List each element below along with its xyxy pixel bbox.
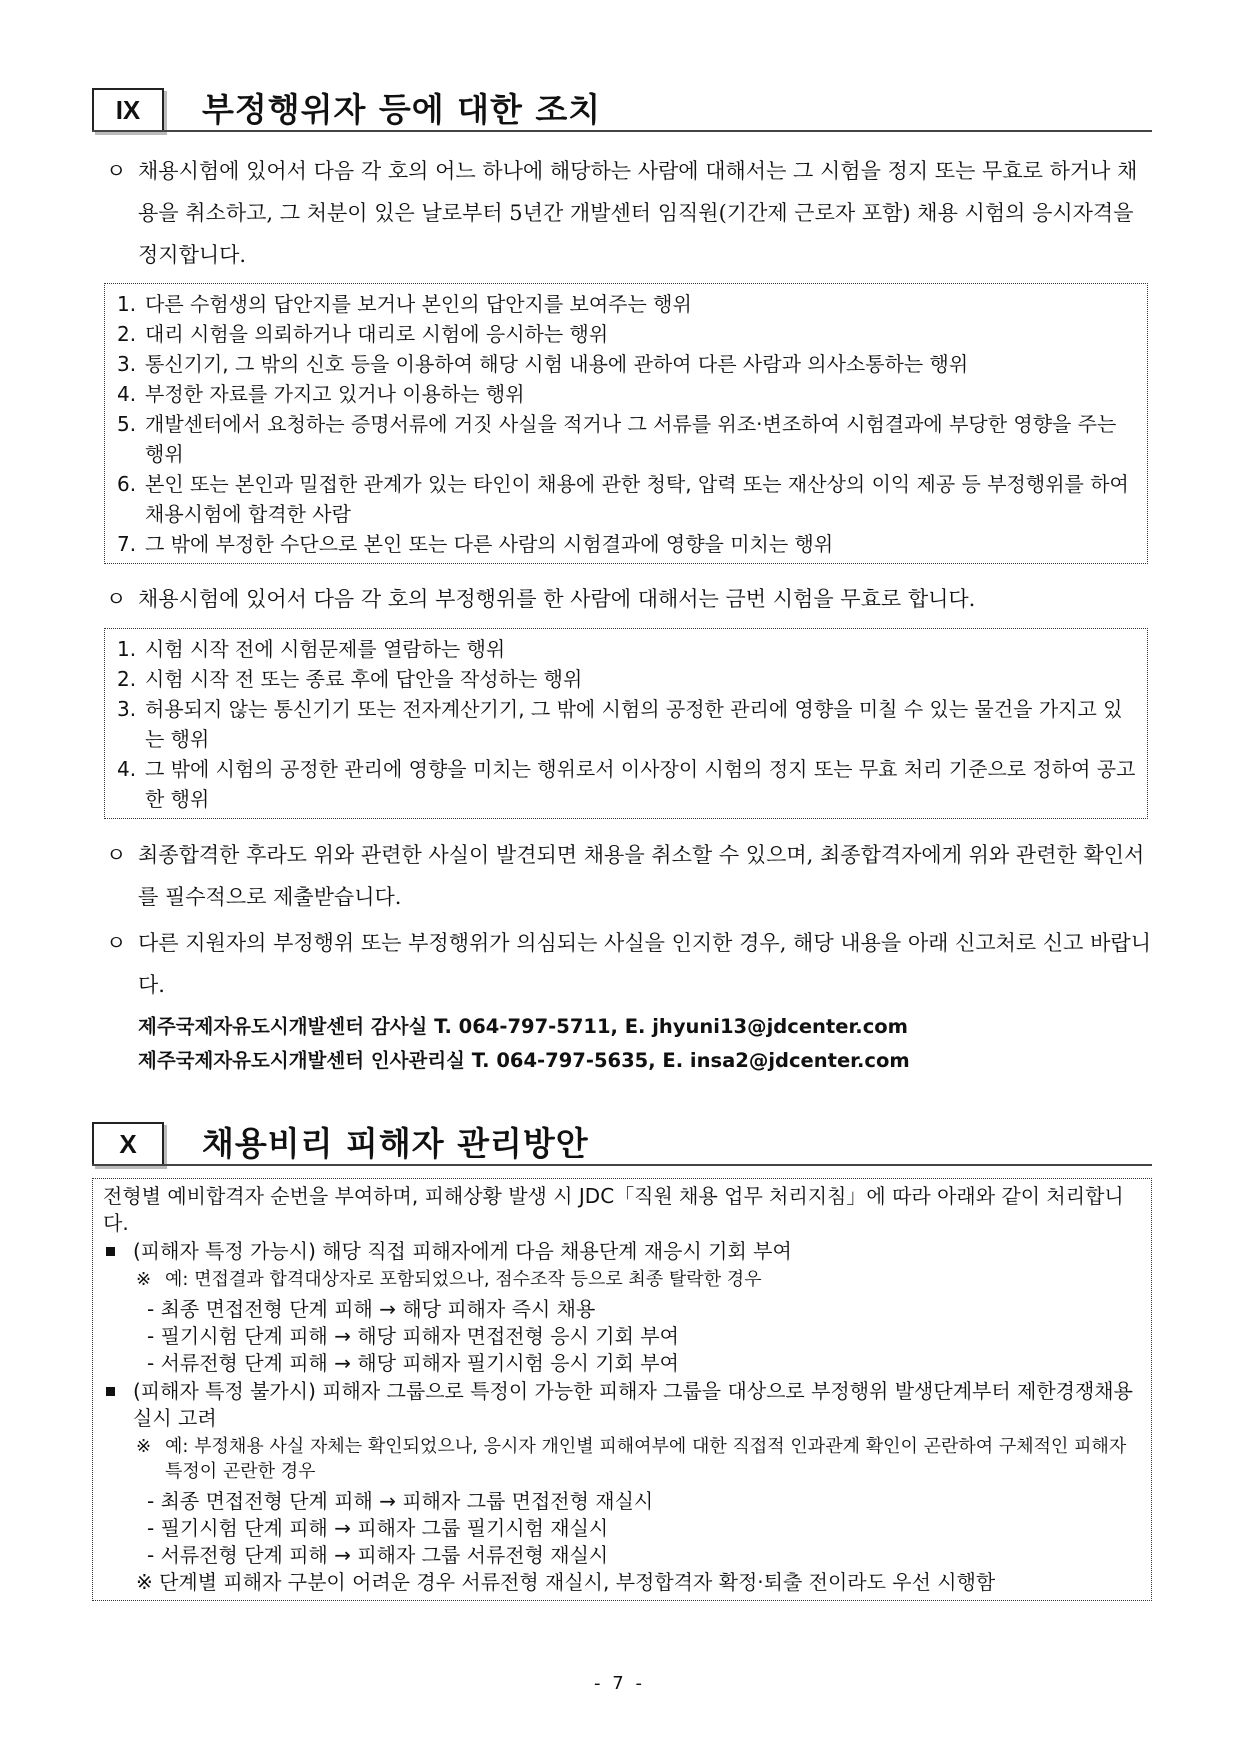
paragraph-2 [106, 578, 1152, 620]
list-item: 1. 시험 시작 전에 시험문제를 열람하는 행위 [117, 637, 506, 661]
list-item: 4. 부정한 자료를 가지고 있거나 이용하는 행위 [117, 382, 525, 406]
section-x-header [92, 1120, 1152, 1166]
section-ix-header [92, 86, 1152, 132]
list-item: 3. 통신기기, 그 밖의 신호 등을 이용하여 해당 시험 내용에 관하여 다른 사람과 의사소통하는 행위 [117, 352, 969, 376]
section-number-badge: X [92, 1122, 164, 1166]
section-divider [92, 130, 1152, 132]
square-bullet-icon [106, 1387, 115, 1396]
list-item: - 최종 면접전형 단계 피해 → 해당 피해자 즉시 채용 [147, 1297, 596, 1321]
bullet-icon: ㅇ [106, 587, 127, 611]
list-item: 2. 대리 시험을 의뢰하거나 대리로 시험에 응시하는 행위 [117, 322, 609, 346]
list-item: - 서류전형 단계 피해 → 피해자 그룹 서류전형 재실시 [147, 1543, 609, 1567]
paragraph-3 [106, 834, 1152, 918]
contact-hr-office: 제주국제자유도시개발센터 인사관리실 T. 064-797-5635, E. insa2@jdcenter.com [138, 1049, 910, 1072]
paragraph-text: 채용시험에 있어서 다음 각 호의 어느 하나에 해당하는 사람에 대해서는 그 시험을 정지 또는 무효로 하거나 채용을 취소하고, 그 처분이 있은 날로부터 5년간 개발센터 임직원(기간제 근로자 포함) 채용 시험의 응시자격을 정지합니다. [138, 159, 1138, 267]
list-item: - 필기시험 단계 피해 → 해당 피해자 면접전형 응시 기회 부여 [147, 1324, 679, 1348]
bullet-icon: ㅇ [106, 159, 127, 183]
reference-mark-icon: ※ [136, 1436, 152, 1457]
misconduct-list-box-2 [104, 628, 1148, 819]
misconduct-list-box-1 [104, 283, 1148, 564]
list-item: 3. 허용되지 않는 통신기기 또는 전자계산기기, 그 밖에 시험의 공정한 관리에 영향을 미칠 수 있는 물건을 가지고 있는 행위 [117, 697, 1123, 751]
paragraph-text: 채용시험에 있어서 다음 각 호의 부정행위를 한 사람에 대해서는 금번 시험을 무효로 합니다. [138, 587, 976, 611]
list-item: 5. 개발센터에서 요청하는 증명서류에 거짓 사실을 적거나 그 서류를 위조·변조하여 시험결과에 부당한 영향을 주는 행위 [117, 412, 1117, 466]
paragraph-1 [106, 150, 1152, 276]
list-item: 1. 다른 수험생의 답안지를 보거나 본인의 답안지를 보여주는 행위 [117, 292, 692, 316]
list-item: - 최종 면접전형 단계 피해 → 피해자 그룹 면접전형 재실시 [147, 1489, 654, 1513]
reference-mark-icon: ※ [136, 1269, 152, 1290]
group-1-note: ※ 예: 면접결과 합격대상자로 포함되었으나, 점수조작 등으로 최종 탈락한 경우 [136, 1269, 762, 1290]
bullet-icon: ㅇ [106, 843, 127, 867]
page-number: - 7 - [594, 1673, 645, 1694]
square-bullet-icon [106, 1247, 115, 1256]
final-note: ※ 단계별 피해자 구분이 어려운 경우 서류전형 재실시, 부정합격자 확정·퇴출 전이라도 우선 시행함 [136, 1570, 996, 1594]
section-divider [92, 1164, 1152, 1166]
list-item: 7. 그 밖에 부정한 수단으로 본인 또는 다른 사람의 시험결과에 영향을 미치는 행위 [117, 532, 834, 556]
bullet-icon: ㅇ [106, 931, 127, 955]
list-item: - 서류전형 단계 피해 → 해당 피해자 필기시험 응시 기회 부여 [147, 1351, 679, 1375]
group-2-heading: (피해자 특정 불가시) 피해자 그룹으로 특정이 가능한 피해자 그룹을 대상으로 부정행위 발생단계부터 제한경쟁채용 실시 고려 [103, 1378, 1139, 1432]
paragraph-text: 다른 지원자의 부정행위 또는 부정행위가 의심되는 사실을 인지한 경우, 해당 내용을 아래 신고처로 신고 바랍니다. [138, 931, 1151, 997]
paragraph-4 [106, 922, 1152, 1006]
contact-audit-office: 제주국제자유도시개발센터 감사실 T. 064-797-5711, E. jhyuni13@jdcenter.com [138, 1015, 908, 1038]
list-item: 4. 그 밖에 시험의 공정한 관리에 영향을 미치는 행위로서 이사장이 시험의 정지 또는 무효 처리 기준으로 정하여 공고한 행위 [117, 757, 1136, 811]
list-item: 2. 시험 시작 전 또는 종료 후에 답안을 작성하는 행위 [117, 667, 583, 691]
section-title: 부정행위자 등에 대한 조치 [202, 90, 602, 129]
victim-management-box [92, 1178, 1152, 1601]
intro-text: 전형별 예비합격자 순번을 부여하며, 피해상황 발생 시 JDC「직원 채용 업무 처리지침」에 따라 아래와 같이 처리합니다. [103, 1184, 1124, 1235]
group-2-note: ※ 예: 부정채용 사실 자체는 확인되었으나, 응시자 개인별 피해여부에 대한 직접적 인과관계 확인이 곤란하여 구체적인 피해자 특정이 곤란한 경우 [136, 1436, 1127, 1482]
list-item: 6. 본인 또는 본인과 밀접한 관계가 있는 타인이 채용에 관한 청탁, 압력 또는 재산상의 이익 제공 등 부정행위를 하여 채용시험에 합격한 사람 [117, 472, 1129, 526]
list-item: - 필기시험 단계 피해 → 피해자 그룹 필기시험 재실시 [147, 1516, 609, 1540]
section-number-badge: IX [92, 88, 164, 132]
paragraph-text: 최종합격한 후라도 위와 관련한 사실이 발견되면 채용을 취소할 수 있으며, 최종합격자에게 위와 관련한 확인서를 필수적으로 제출받습니다. [138, 843, 1145, 909]
section-title: 채용비리 피해자 관리방안 [202, 1124, 589, 1163]
group-1-heading: (피해자 특정 가능시) 해당 직접 피해자에게 다음 채용단계 재응시 기회 부여 [103, 1238, 1139, 1265]
